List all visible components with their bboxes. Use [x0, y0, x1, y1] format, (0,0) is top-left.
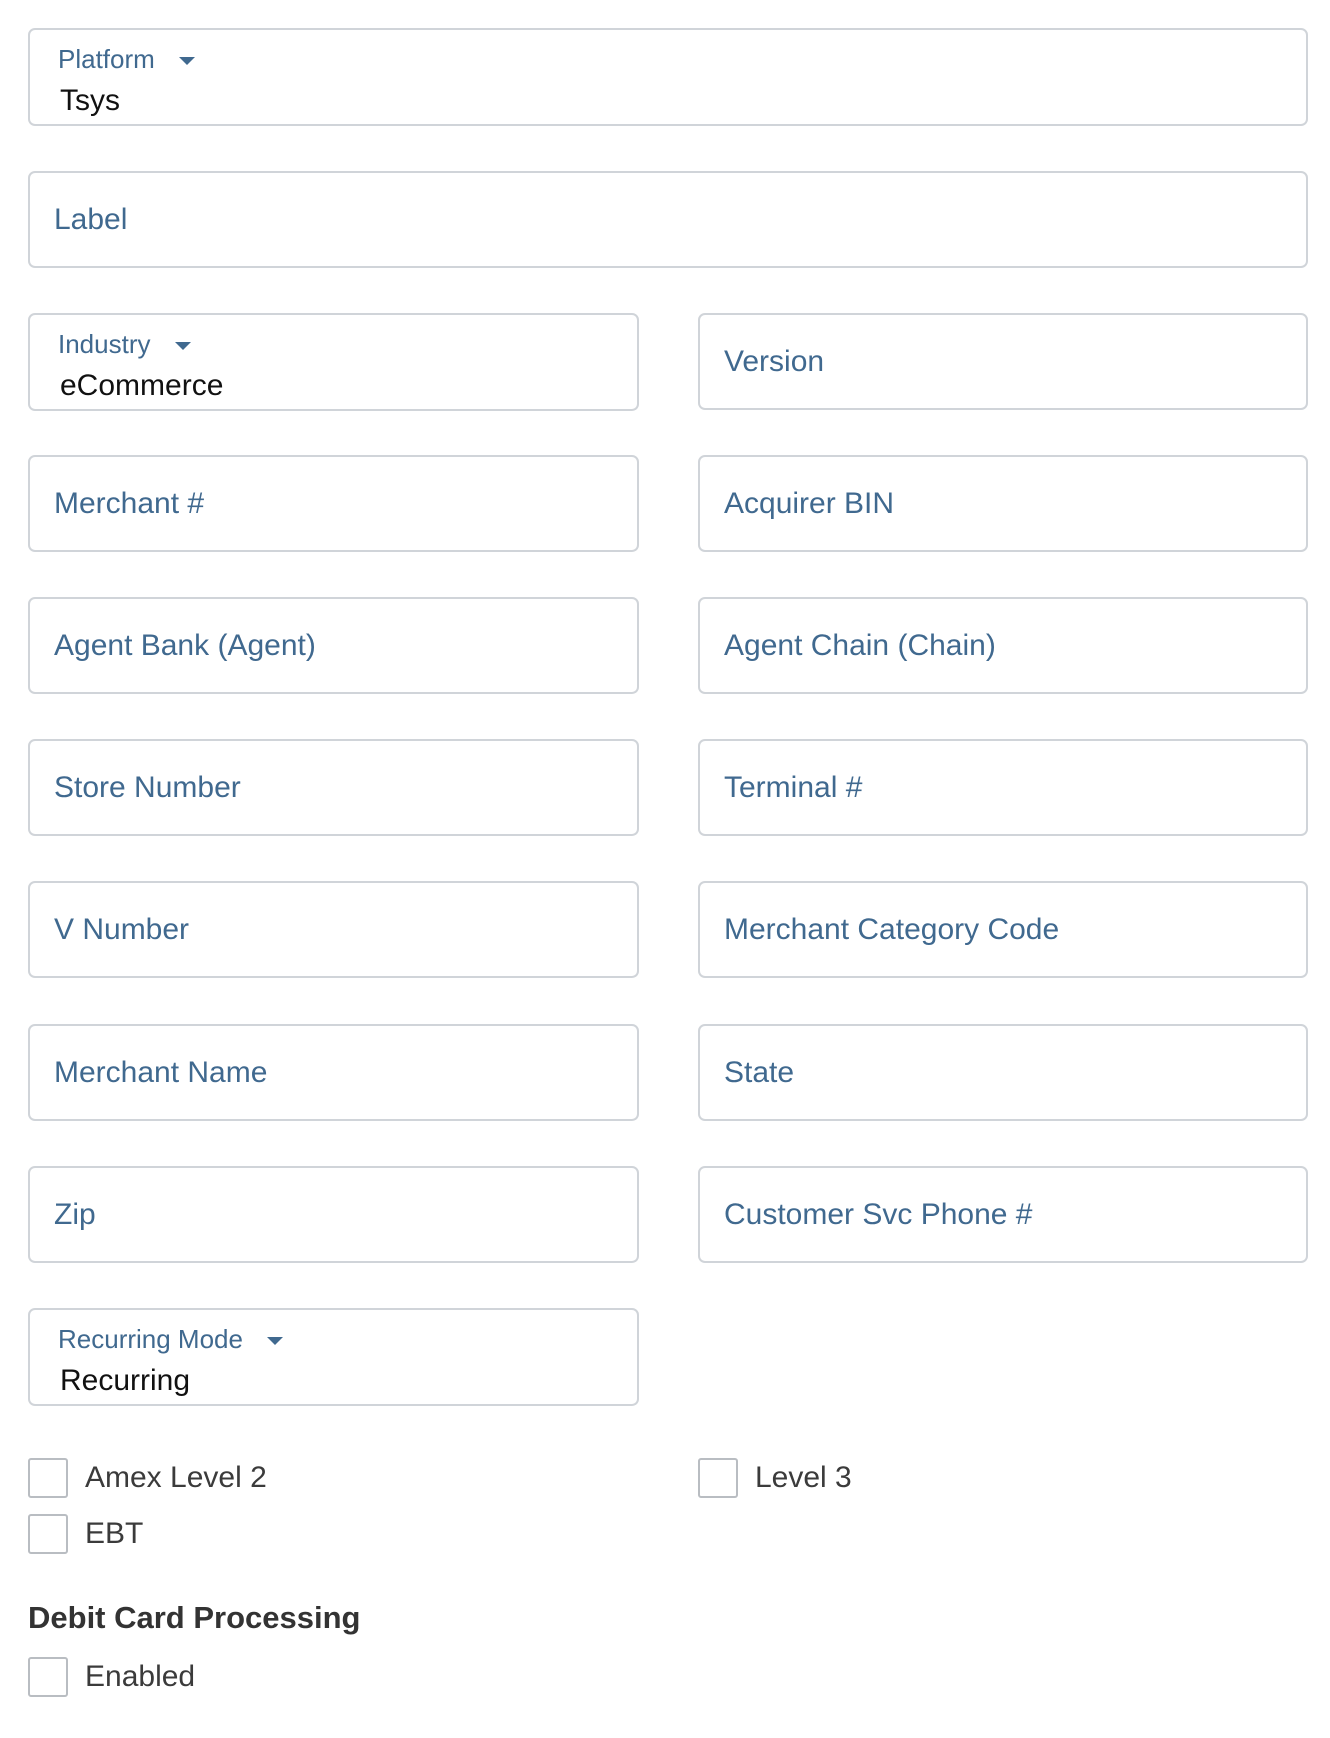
agent-chain-input[interactable] [698, 597, 1308, 694]
agent-chain-placeholder: Agent Chain (Chain) [724, 628, 996, 662]
merchant-number-input[interactable] [28, 455, 639, 552]
version-placeholder: Version [724, 344, 825, 378]
merchant-name-input[interactable] [28, 1024, 639, 1121]
zip-input[interactable] [28, 1166, 639, 1263]
level-3-checkbox[interactable] [698, 1458, 738, 1498]
recurring-mode-label-row [58, 1324, 283, 1355]
chevron-down-icon [179, 57, 195, 65]
customer-svc-phone-input[interactable] [698, 1166, 1308, 1263]
v-number-input[interactable] [28, 881, 639, 978]
debit-enabled-checkbox[interactable] [28, 1657, 68, 1697]
industry-label-row [58, 329, 191, 360]
industry-value: eCommerce [60, 369, 224, 402]
terminal-number-placeholder: Terminal # [724, 770, 863, 804]
terminal-number-input[interactable] [698, 739, 1308, 836]
v-number-placeholder: V Number [54, 912, 190, 946]
merchant-number-placeholder: Merchant # [54, 486, 205, 520]
chevron-down-icon [267, 1337, 283, 1345]
state-placeholder: State [724, 1055, 795, 1089]
platform-label: Platform [58, 44, 155, 74]
level-3-option[interactable] [698, 1458, 852, 1498]
label-input[interactable] [28, 171, 1308, 268]
ebt-label: EBT [85, 1517, 144, 1550]
store-number-placeholder: Store Number [54, 770, 241, 804]
ebt-checkbox[interactable] [28, 1514, 68, 1554]
acquirer-bin-input[interactable] [698, 455, 1308, 552]
acquirer-bin-placeholder: Acquirer BIN [724, 486, 895, 520]
version-input[interactable] [698, 313, 1308, 410]
merchant-category-code-placeholder: Merchant Category Code [724, 912, 1060, 946]
industry-select[interactable] [28, 313, 639, 411]
amex-level-2-option[interactable] [28, 1458, 267, 1498]
state-input[interactable] [698, 1024, 1308, 1121]
amex-level-2-label: Amex Level 2 [85, 1461, 267, 1494]
label-input-placeholder: Label [54, 202, 128, 236]
level-3-label: Level 3 [755, 1461, 852, 1494]
recurring-mode-value: Recurring [60, 1364, 191, 1397]
ebt-option[interactable] [28, 1514, 143, 1554]
debit-enabled-option[interactable] [28, 1657, 195, 1697]
merchant-category-code-input[interactable] [698, 881, 1308, 978]
store-number-input[interactable] [28, 739, 639, 836]
debit-enabled-label: Enabled [85, 1660, 196, 1693]
zip-placeholder: Zip [54, 1197, 96, 1231]
platform-label-row [58, 44, 195, 75]
platform-select[interactable] [28, 28, 1308, 126]
industry-label: Industry [58, 329, 151, 359]
debit-card-processing-heading: Debit Card Processing [28, 1600, 361, 1635]
merchant-name-placeholder: Merchant Name [54, 1055, 268, 1089]
recurring-mode-label: Recurring Mode [58, 1324, 243, 1354]
recurring-mode-select[interactable] [28, 1308, 639, 1406]
agent-bank-placeholder: Agent Bank (Agent) [54, 628, 316, 662]
chevron-down-icon [175, 342, 191, 350]
platform-value: Tsys [60, 84, 120, 117]
amex-level-2-checkbox[interactable] [28, 1458, 68, 1498]
agent-bank-input[interactable] [28, 597, 639, 694]
customer-svc-phone-placeholder: Customer Svc Phone # [724, 1197, 1033, 1231]
